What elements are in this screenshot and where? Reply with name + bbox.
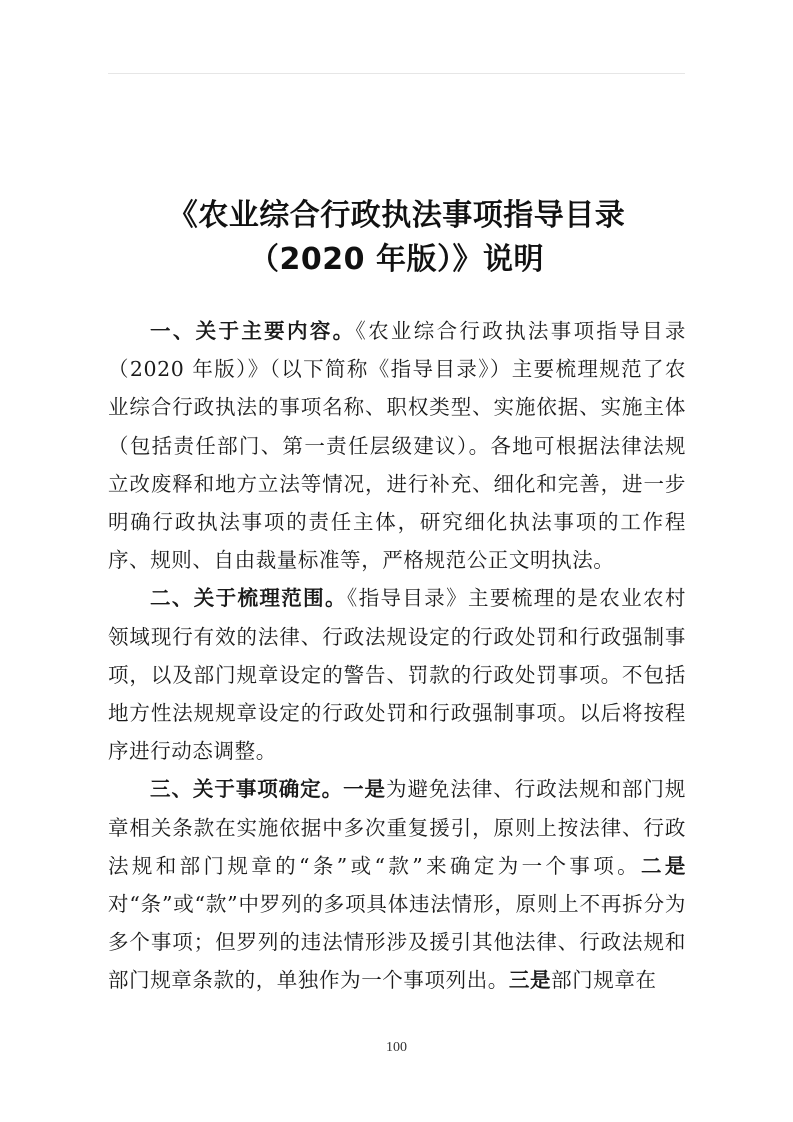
point-text: 对“条”或“款”中罗列的多项具体违法情形，原则上不再拆分为多个事项；但罗列的违法情形涉及援引其他法律、行政法规和部门规章条款的，单独作为一个事项列出。 [108,892,686,993]
header-rule [108,73,685,74]
section-heading: 一、关于主要内容。 [150,319,356,343]
point-marker: 三是 [508,968,552,993]
point-text: 部门规章在 [551,968,657,993]
section-scope [108,579,686,770]
page-number: 100 [386,1040,407,1055]
section-heading: 二、关于梳理范围。 [150,586,347,611]
document-title-line-1: 《农业综合行政执法事项指导目录 [167,198,626,233]
document-title-line-2: （2020 年版）》说明 [249,242,544,277]
section-heading: 三、关于事项确定。 [150,777,344,802]
point-marker: 一是 [343,777,387,802]
section-main-content [108,312,686,579]
section-item-determination [108,770,686,999]
document-body [108,312,686,1000]
point-text: 为避免法律、行政法规和部门规章相关条款在实施依据中多次重复援引，原则上按法律、行政法规和部门规章的“条”或“款”来确定为一个事项。 [108,777,687,878]
section-text: 《指导目录》主要梳理的是农业农村领域现行有效的法律、行政法规设定的行政处罚和行政强制事项，以及部门规章设定的警告、罚款的行政处罚事项。不包括地方性法规规章设定的行政处罚和行政强制事项。以后将按程序进行动态调整。 [108,586,686,764]
section-text: 《农业综合行政执法事项指导目录（2020 年版）》（以下简称《指导目录》）主要梳理规范了农业综合行政执法的事项名称、职权类型、实施依据、实施主体（包括责任部门、第一责任层级建议）。各地可根据法律法规立改废释和地方立法等情况，进行补充、细化和完善，进一步明确行政执法事项的责任主体，研究细化执法事项的工作程序、规则、自由裁量标准等，严格规范公正文明执法。 [108,319,687,573]
point-marker: 二是 [641,853,686,878]
